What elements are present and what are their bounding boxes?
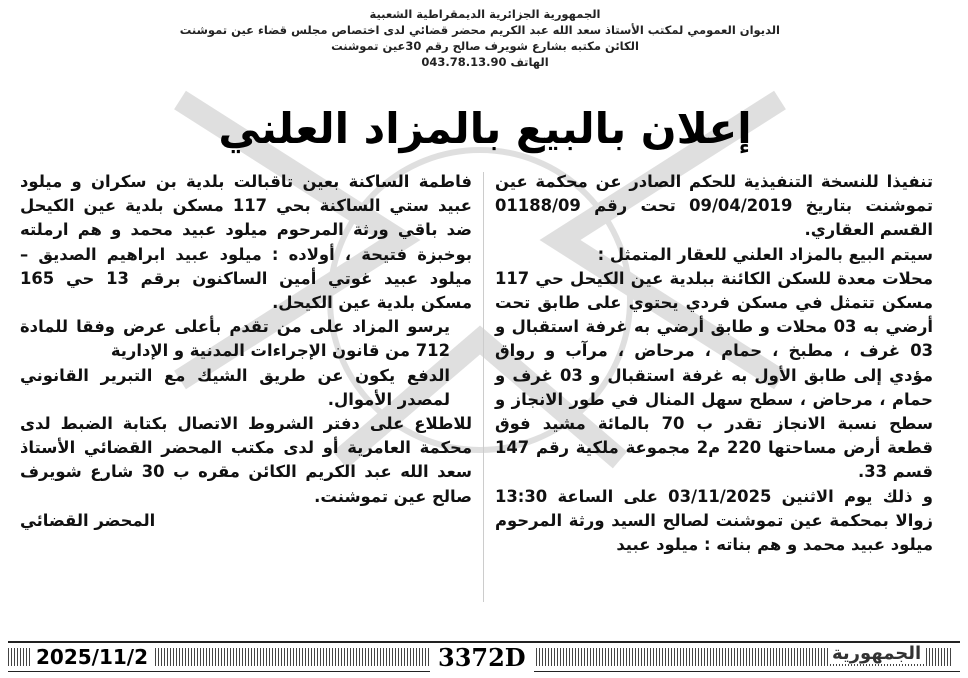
right-column	[495, 170, 955, 557]
page-footer	[0, 637, 968, 675]
bid-rule-paragraph: يرسو المزاد على من تقدم بأعلى عرض وفقا للمادة 712 من قانون الإجراءات المدنية و الإدارية	[20, 317, 450, 361]
publisher-header	[179, 6, 780, 70]
phone-line: الهاتف 043.78.13.90	[421, 55, 549, 69]
payment-paragraph: الدفع يكون عن طريق الشيك مع التبرير القانوني لمصدر الأموال.	[20, 365, 450, 409]
office-line: الديوان العمومي لمكتب الأستاذ سعد الله عبد الكريم محضر قضائي لدى اختصاص مجلس قضاء عين تموشنت	[179, 23, 780, 37]
parties-paragraph: فاطمة الساكنة بعين تاقبالت بلدية بن سكران و ميلود عبيد ستي الساكنة بحي 117 مسكن بلدية عين الكيحل ضد باقي ورثة المرحوم ميلود عبيد محمد و هم ارملته بوخبزة فتيحة ، أولاده : ميلود عبيد ابراهيم الصديق – ميلود عبيد غوتي أمين الساكنون برقم 13 حي 165 مسكن بلدية عين الكيحل.	[20, 172, 472, 313]
left-column	[20, 170, 472, 533]
contact-paragraph: للاطلاع على دفتر الشروط الاتصال بكتابة الضبط لدى محكمة العامرية أو لدى مكتب المحضر القضائي الأستاذ سعد الله عبد الكريم الكائن مقره ب 30 شارع شويرف صالح عين تموشنت.	[20, 414, 472, 506]
publication-date: 2025/11/2	[30, 645, 154, 669]
ad-code: 3372D	[430, 643, 534, 672]
auction-date-paragraph: و ذلك يوم الاثنين 03/11/2025 على الساعة 13:30 زوالا بمحكمة عين تموشنت لصالح السيد ورثة المرحوم ميلود عبيد محمد و هم بناته : ميلود عبيد	[495, 486, 933, 555]
bailiff-signature: المحضر القضائي	[20, 510, 156, 530]
newspaper-brand: الجمهورية	[828, 643, 925, 664]
announcement-title: إعلان بالبيع بالمزاد العلني	[218, 104, 752, 153]
property-description: محلات معدة للسكن الكائنة ببلدية عين الكيحل حي 117 مسكن تتمثل في مسكن فردي يحتوي على طابق تحت أرضي به 03 محلات و طابق أرضي به غرفة استقبال و 03 غرف ، مطبخ ، حمام ، مرحاض ، مرآب و رواق مؤدي إلى طابق الأول به غرفة استقبال و 03 غرف و حمام ، مرحاض ، سطح سهل المنال في طور الانجاز و سطح نسبة الانجاز تقدر ب 70 بالمائة مشيد فوق قطعة أرض مساحتها 220 م2 مجموعة ملكية رقم 147 قسم 33.	[495, 268, 934, 482]
address-line: الكائن مكتبه بشارع شويرف صالح رقم 30عين تموشنت	[331, 39, 639, 53]
republic-line: الجمهورية الجزائرية الديمقراطية الشعبية	[369, 7, 601, 21]
execution-paragraph: تنفيذا للنسخة التنفيذية للحكم الصادر عن محكمة عين تموشنت بتاريخ 09/04/2019 تحت رقم 01188/09 القسم العقاري.	[495, 172, 933, 240]
column-divider	[483, 172, 484, 602]
sale-intro: سيتم البيع بالمزاد العلني للعقار المتمثل :	[597, 244, 933, 264]
